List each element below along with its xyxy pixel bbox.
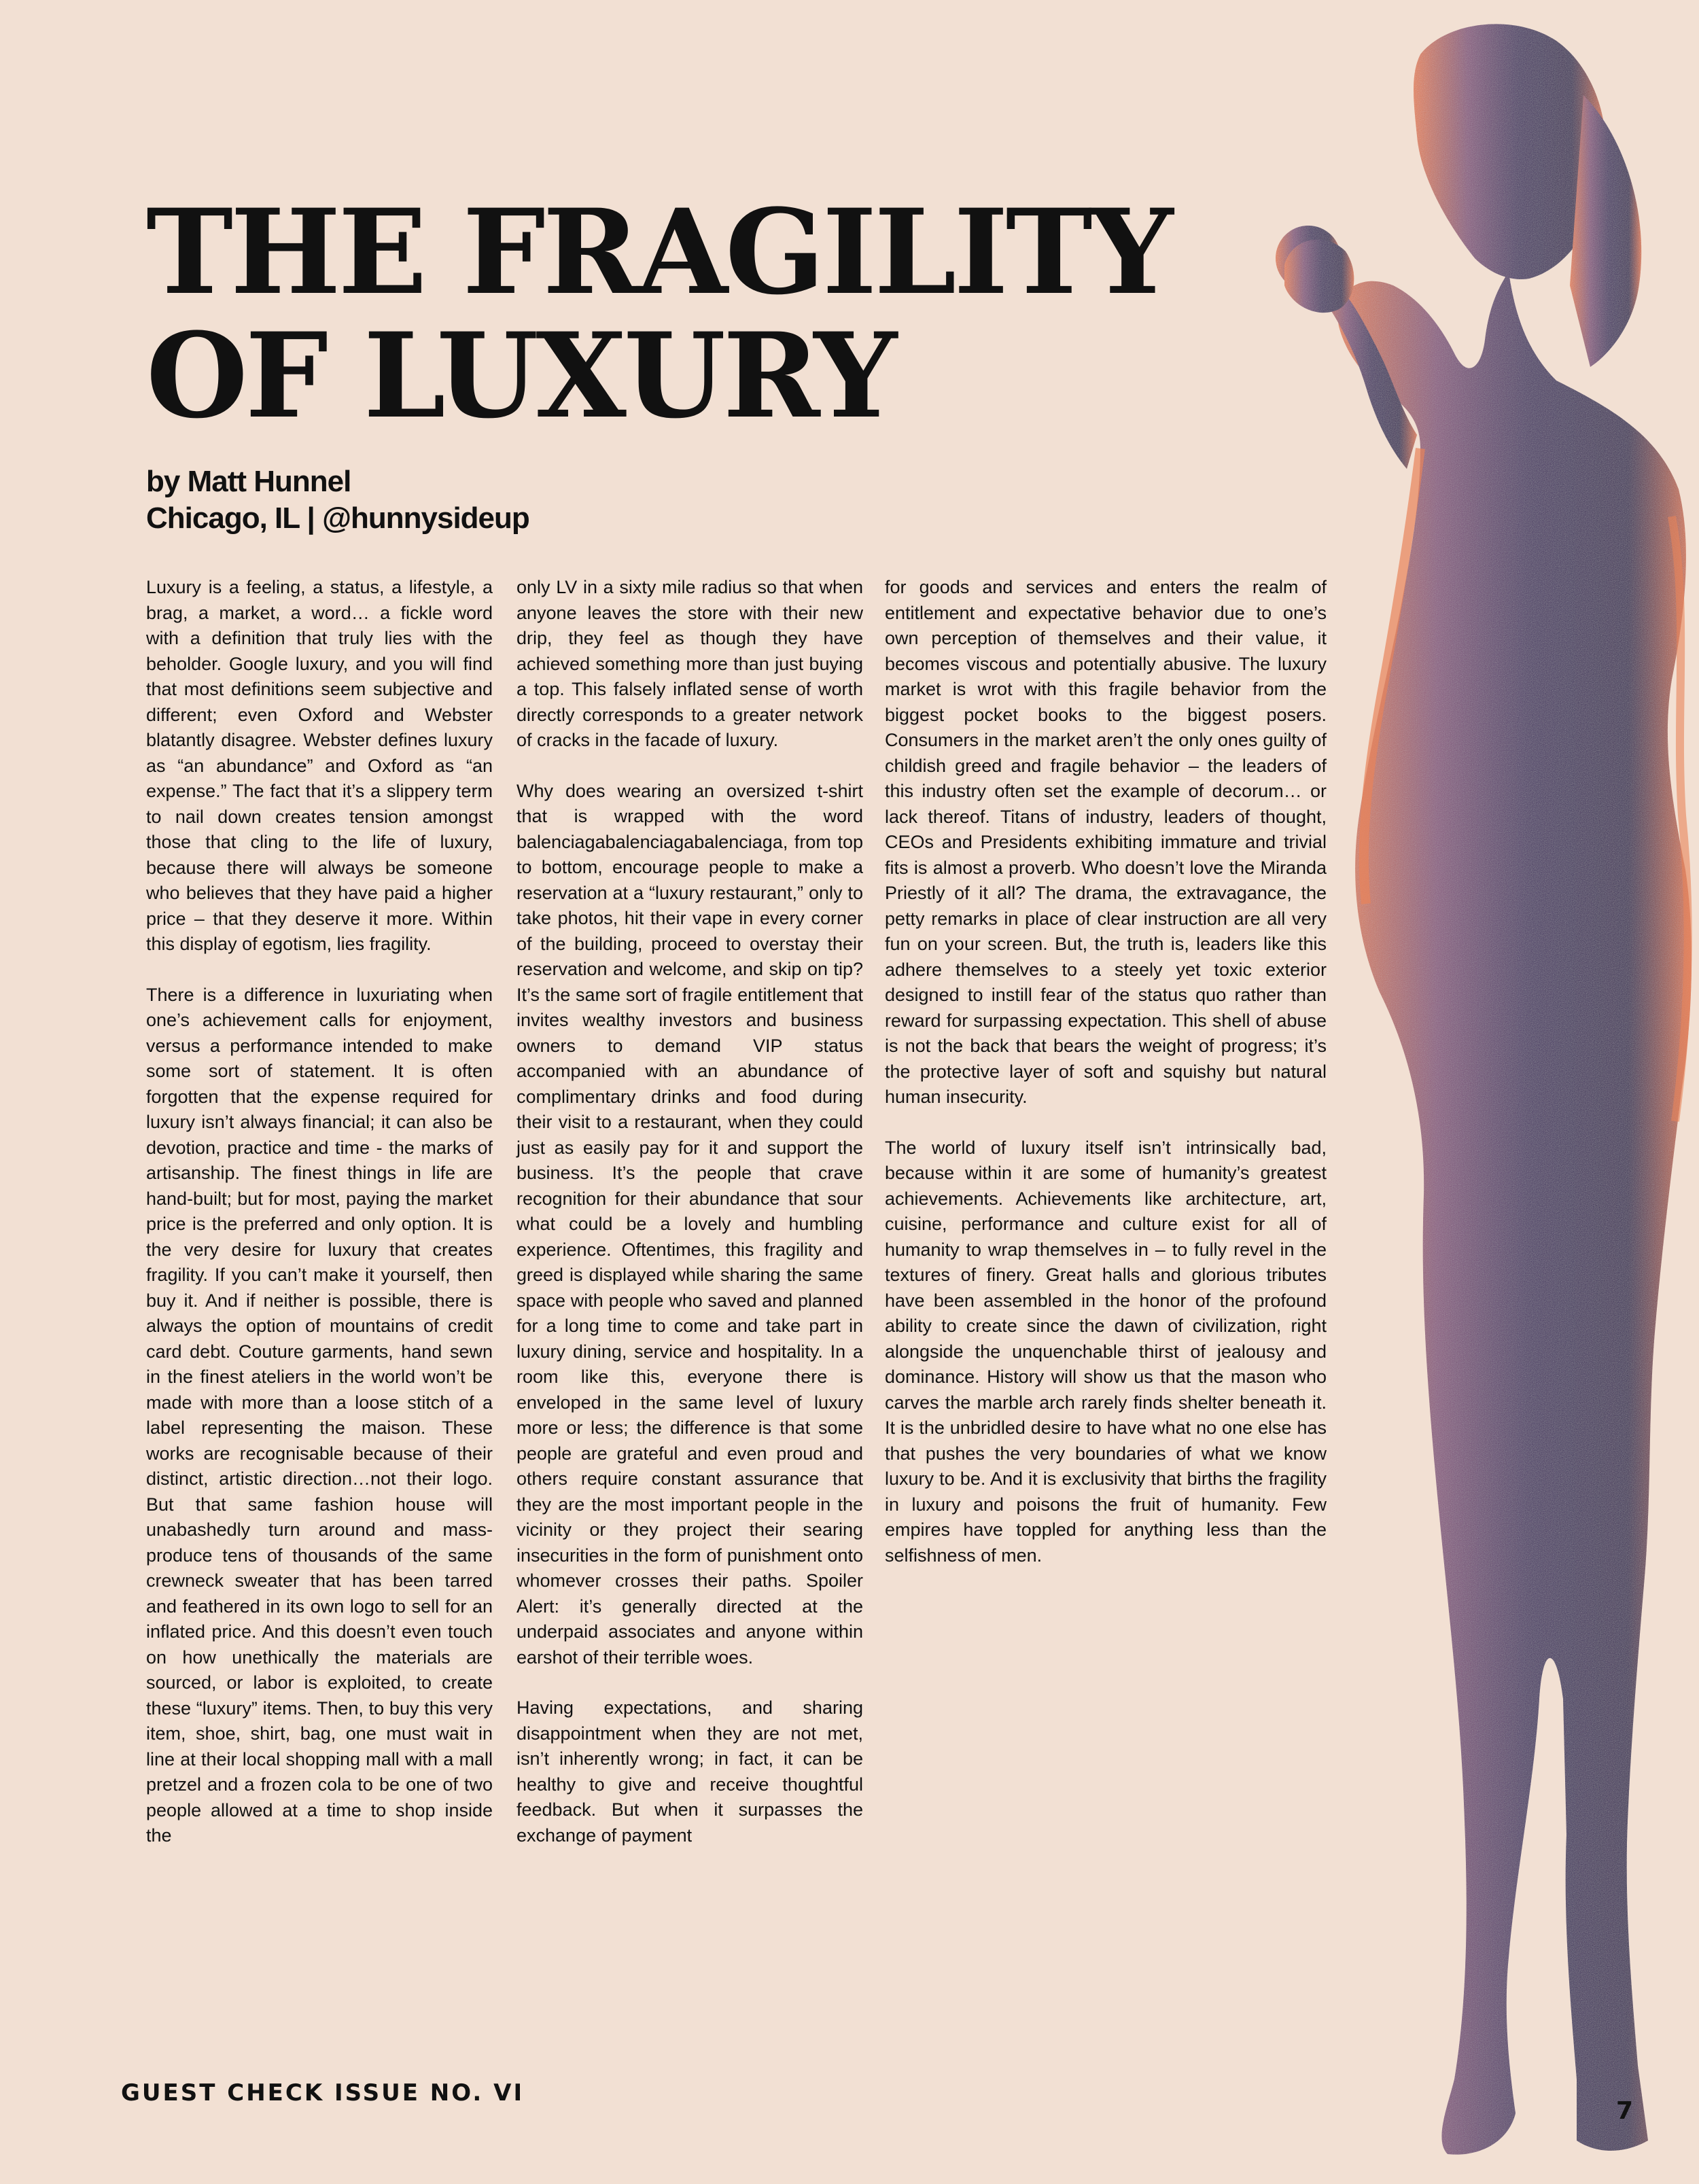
article-title: [146, 183, 1171, 444]
title-line-1: THE FRAGILITY: [146, 183, 1171, 321]
title-line-2: OF LUXURY: [146, 306, 895, 444]
paragraph: The world of luxury itself isn’t intrinsically bad, because within it are some of humanity’s greatest achievements. Achievements like architecture, art, cuisine, performance and culture exist for all of humanity to wrap themselves in – to fully revel in the textures of finery. Great halls and glorious tributes have been assembled in the honor of the profound ability to create since the dawn of civilization, right alongside the unquenchable thirst of jealousy and dominance. History will show us that the mason who carves the marble arch rarely finds shelter beneath it. It is the unbridled desire to have what no one else has that pushes the very boundaries of what we know luxury to be. And it is exclusivity that births the fragility in luxury and poisons the fruit of humanity. Few empires have toppled for anything less than the selfishness of men.: [885, 1137, 1327, 1566]
byline: [146, 463, 529, 537]
text-column-2: [516, 575, 863, 1873]
text-column-1: [146, 575, 493, 1874]
author-name: by Matt Hunnel: [146, 465, 351, 498]
paragraph: only LV in a sixty mile radius so that when anyone leaves the store with their new drip, they feel as though they have achieved something more than just buying a top. This falsely inflated sense of worth directly corresponds to a greater network of cracks in the facade of luxury.: [516, 577, 863, 750]
paragraph: Having expectations, and sharing disappointment when they are not met, isn’t inherently wrong; in fact, it can be healthy to give and receive thoughtful feedback. But when it surpasses the exchange of payment: [516, 1697, 863, 1846]
paragraph: There is a difference in luxuriating when one’s achievement calls for enjoyment, versus a performance intended to make some sort of statement. It is often forgotten that the expense required for luxury isn’t always financial; it can also be devotion, practice and time - the marks of artisanship. The finest things in life are hand-built; but for most, paying the market price is the preferred and only option. It is the very desire for luxury that creates fragility. If you can’t make it yourself, then buy it. And if neither is possible, there is always the option of mountains of credit card debt. Couture garments, hand sewn in the finest ateliers in the world won’t be made with more than a loose stitch of a label representing the maison. These works are recognisable because of their distinct, artistic direction…not their logo. But that same fashion house will unabashedly turn around and mass-produce tens of thousands of the same crewneck sweater that has been tarred and feathered in its own logo to sell for an inflated price. And this doesn’t even touch on how unethically the materials are sourced, or labor is exploited, to create these “luxury” items. Then, to buy this very item, shoe, shirt, bag, one must wait in line at their local shopping mall with a mall pretzel and a frozen cola to be one of two people allowed at a time to shop inside the: [146, 984, 493, 1846]
page-number: 7: [1616, 2097, 1634, 2125]
publication-footer: GUEST CHECK ISSUE NO. VI: [121, 2079, 525, 2107]
author-location-handle: Chicago, IL | @hunnysideup: [146, 501, 529, 535]
paragraph: Why does wearing an oversized t-shirt that is wrapped with the word balenciagabalenciagabalenciaga, from top to bottom, encourage people to make a reservation at a “luxury restaurant,” only to take photos, hit their vape in every corner of the building, proceed to overstay their reservation and welcome, and skip on tip? It’s the same sort of fragile entitlement that invites wealthy investors and business owners to demand VIP status accompanied with an abundance of complimentary drinks and food during their visit to a restaurant, when they could just as easily pay for it and support the business. It’s the people that crave recognition for their abundance that sour what could be a lovely and humbling experience. Oftentimes, this fragility and greed is displayed while sharing the same space with people who saved and planned for a long time to come and take part in luxury dining, service and hospitality. In a room like this, everyone there is enveloped in the same level of luxury more or less; the difference is that some people are grateful and even proud and others require constant assurance that they are the most important people in the vicinity or they project their searing insecurities in the form of punishment onto whomever crosses their paths. Spoiler Alert: it’s generally directed at the underpaid associates and anyone within earshot of their terrible woes.: [516, 780, 863, 1668]
paragraph: Luxury is a feeling, a status, a lifestyle, a brag, a market, a word… a fickle word with a definition that truly lies with the beholder. Google luxury, and you will find that most definitions seem subjective and different; even Oxford and Webster blatantly disagree. Webster defines luxury as “an abundance” and Oxford as “an expense.” The fact that it’s a slippery term to nail down creates tension amongst those that cling to the life of luxury, because there will always be someone who believes that they have paid a higher price – that they deserve it more. Within this display of egotism, lies fragility.: [146, 577, 493, 954]
paragraph: for goods and services and enters the realm of entitlement and expectative behavior due to one’s own perception of themselves and their value, it becomes viscous and potentially abusive. The luxury market is wrot with this fragile behavior from the biggest pocket books to the biggest posers. Consumers in the market aren’t the only ones guilty of childish greed and fragile behavior – the leaders of this industry often set the example of decorum… or lack thereof. Titans of industry, leaders of thought, CEOs and Presidents exhibiting immature and trivial fits is almost a proverb. Who doesn’t love the Miranda Priestly of it all? The drama, the extravagance, the petty remarks in place of clear instruction are all very fun on your screen. But, the truth is, leaders like this adhere themselves to a steely yet toxic exterior designed to instill fear of the status quo rather than reward for surpassing expectation. This shell of abuse is not the back that bears the weight of progress; it’s the protective layer of soft and squishy but natural human insecurity.: [885, 577, 1327, 1107]
text-column-3: [885, 575, 1327, 1593]
